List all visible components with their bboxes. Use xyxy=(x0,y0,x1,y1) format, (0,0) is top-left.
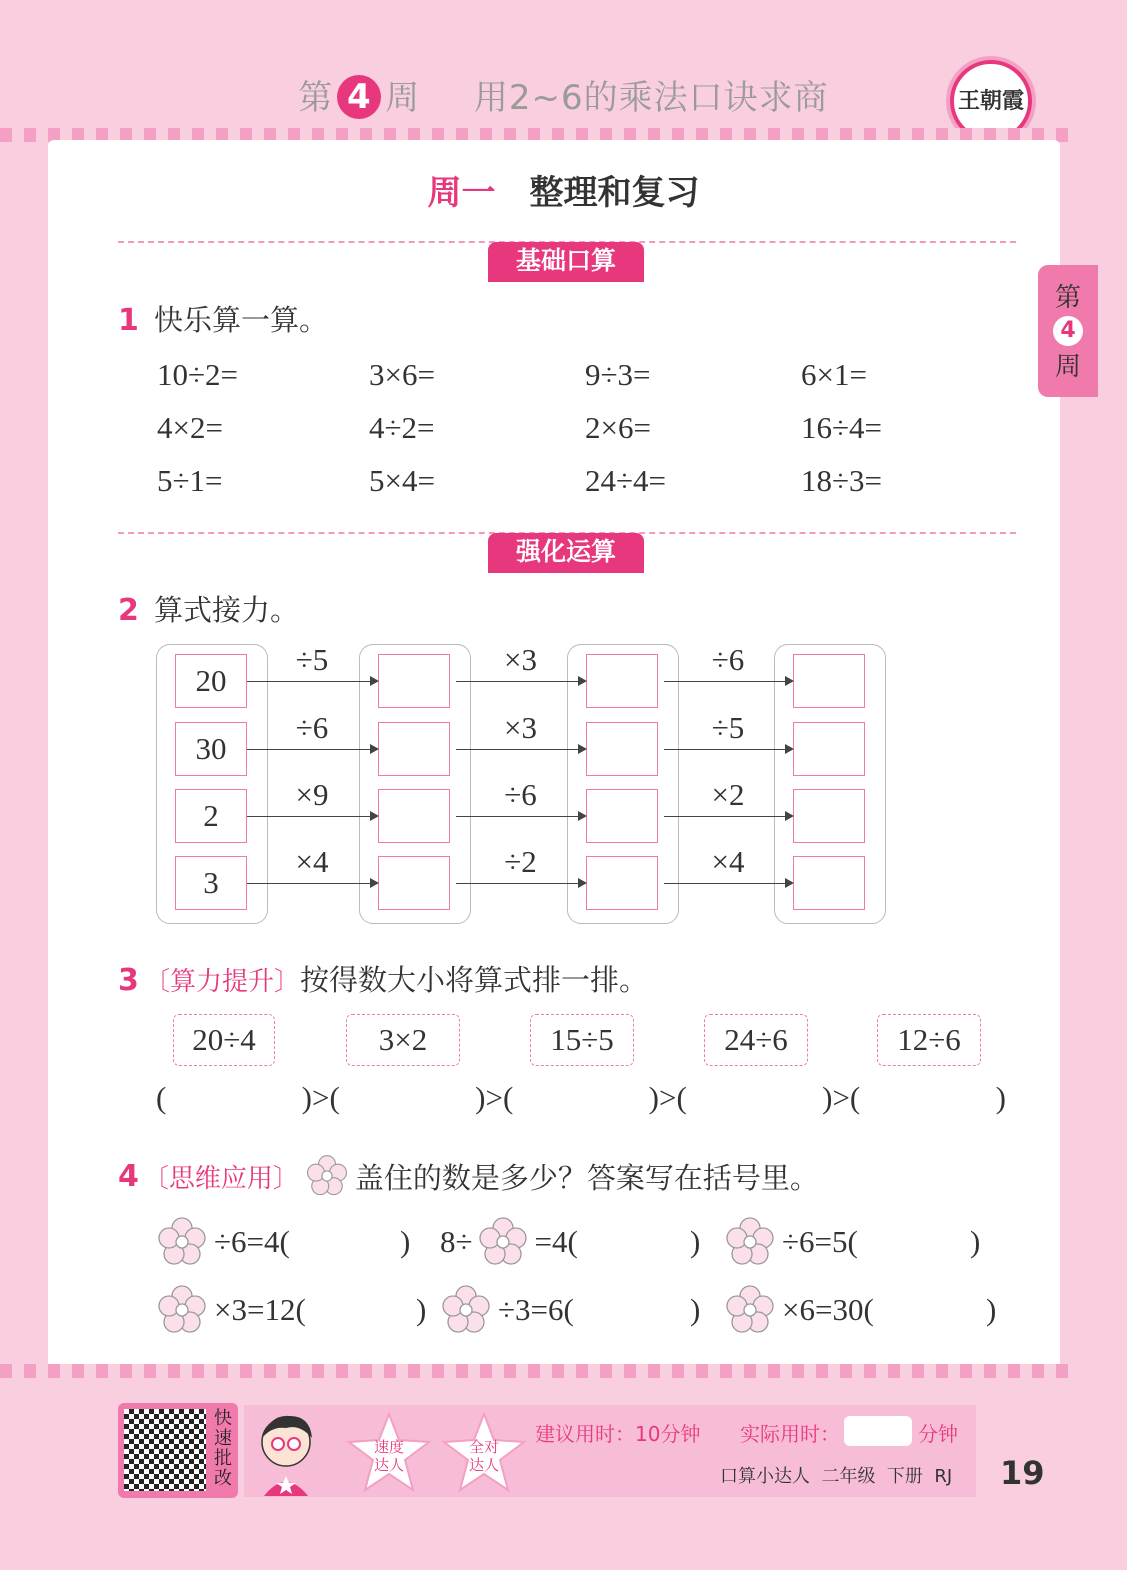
qr-label: 快速批改 xyxy=(214,1408,232,1489)
flower-icon xyxy=(156,1284,208,1336)
page-number: 19 xyxy=(1000,1454,1045,1492)
answer-paren-close[interactable]: ) xyxy=(986,1292,997,1327)
q4-problem xyxy=(440,1282,574,1338)
week-suffix: 周 xyxy=(385,78,421,118)
answer-box[interactable] xyxy=(378,789,450,843)
answer-box[interactable] xyxy=(586,722,658,776)
q4-expression: ÷6=4( xyxy=(214,1224,290,1259)
q4-expression: ÷6=5( xyxy=(782,1224,858,1259)
q1-problem: 3×6= xyxy=(369,357,435,392)
flower-icon xyxy=(477,1216,529,1268)
answer-box[interactable] xyxy=(378,654,450,708)
lesson-title: 整理和复习 xyxy=(529,173,700,213)
answer-box[interactable] xyxy=(586,654,658,708)
chain-operation: ÷6 xyxy=(504,777,537,812)
q1-problem: 2×6= xyxy=(585,410,651,445)
qr-code-block[interactable] xyxy=(118,1403,238,1498)
answer-box[interactable] xyxy=(793,654,865,708)
arrow-icon xyxy=(664,816,792,817)
chain-operation: ÷5 xyxy=(295,642,329,677)
q1-problem-grid xyxy=(157,348,882,507)
q1-problem: 9÷3= xyxy=(585,357,651,392)
q1-problem: 10÷2= xyxy=(157,357,238,392)
section-tag-basic: 基础口算 xyxy=(488,242,644,282)
q1-problem: 5×4= xyxy=(369,463,435,498)
q1-problem: 18÷3= xyxy=(801,463,882,498)
actual-time-input[interactable] xyxy=(844,1416,912,1446)
week-prefix: 第 xyxy=(298,78,334,118)
arrow-icon xyxy=(456,883,585,884)
chain-operation: ÷5 xyxy=(711,710,745,745)
flower-icon xyxy=(156,1216,208,1268)
qr-code-icon xyxy=(124,1409,206,1491)
q4-problem xyxy=(156,1214,290,1270)
question-4-heading: 4 〔思维应用〕 盖住的数是多少？答案写在括号里。 xyxy=(118,1154,819,1198)
answer-box[interactable] xyxy=(378,722,450,776)
question-1-heading: 1 快乐算一算。 xyxy=(118,303,328,338)
book-info: 口算小达人 二年级 下册 RJ xyxy=(720,1466,953,1487)
mascot-icon xyxy=(250,1408,330,1496)
q4-problem xyxy=(724,1282,874,1338)
q4-prefix: 8÷ xyxy=(440,1224,473,1259)
arrow-icon xyxy=(247,749,377,750)
chain-operation: ×4 xyxy=(295,844,329,879)
day-title xyxy=(0,165,1127,214)
bottom-wavy-border xyxy=(0,1364,1080,1378)
brand-logo: 王朝霞 xyxy=(950,60,1032,142)
answer-box[interactable] xyxy=(378,856,450,910)
answer-box[interactable] xyxy=(793,722,865,776)
chain-start-number: 3 xyxy=(175,856,247,910)
q1-problem: 4÷2= xyxy=(369,410,435,445)
answer-box[interactable] xyxy=(793,856,865,910)
answer-paren-close[interactable]: ) xyxy=(416,1292,427,1327)
arrow-icon xyxy=(456,816,585,817)
q4-expression: ×6=30( xyxy=(782,1292,874,1327)
arrow-icon xyxy=(456,749,585,750)
answer-box[interactable] xyxy=(586,856,658,910)
q1-problem: 5÷1= xyxy=(157,463,223,498)
chain-start-number: 20 xyxy=(175,654,247,708)
flower-icon xyxy=(724,1216,776,1268)
answer-box[interactable] xyxy=(586,789,658,843)
arrow-icon xyxy=(664,883,792,884)
arrow-icon xyxy=(664,749,792,750)
flower-icon xyxy=(724,1284,776,1336)
q3-expression: 24÷6 xyxy=(704,1014,808,1066)
week-number-badge: 4 xyxy=(337,75,381,119)
chain-operation: ×3 xyxy=(504,642,537,677)
q1-problem: 24÷4= xyxy=(585,463,666,498)
q4-problem xyxy=(724,1214,858,1270)
q4-problem xyxy=(440,1214,578,1270)
answer-box[interactable] xyxy=(793,789,865,843)
answer-paren-close[interactable]: ) xyxy=(690,1292,701,1327)
actual-time-unit: 分钟 xyxy=(918,1422,958,1446)
flower-icon xyxy=(305,1154,349,1198)
arrow-icon xyxy=(664,681,792,682)
chain-start-number: 30 xyxy=(175,722,247,776)
week-topic: 用2~6的乘法口诀求商 xyxy=(473,78,829,118)
question-2-heading: 2 算式接力。 xyxy=(118,593,299,628)
answer-paren-close[interactable]: ) xyxy=(690,1224,701,1259)
q4-expression: ÷3=6( xyxy=(498,1292,574,1327)
day-name: 周一 xyxy=(427,173,496,213)
badge-speed: 速度达人 xyxy=(373,1438,404,1474)
suggested-time: 建议用时：10分钟 xyxy=(535,1422,701,1446)
q1-problem: 16÷4= xyxy=(801,410,882,445)
q4-expression: =4( xyxy=(534,1224,578,1259)
chain-operation: ÷2 xyxy=(504,844,537,879)
chain-operation: ÷6 xyxy=(295,710,329,745)
chain-start-number: 2 xyxy=(175,789,247,843)
actual-time-label: 实际用时： xyxy=(740,1422,840,1446)
q3-order-line[interactable]: ( )>( )>( )>( )>( ) xyxy=(156,1080,1006,1115)
answer-paren-close[interactable]: ) xyxy=(400,1224,411,1259)
q1-problem: 6×1= xyxy=(801,357,867,392)
q4-problem xyxy=(156,1282,306,1338)
q3-expression: 12÷6 xyxy=(877,1014,981,1066)
answer-paren-close[interactable]: ) xyxy=(970,1224,981,1259)
side-tab-number: 4 xyxy=(1053,316,1083,346)
q3-expression: 15÷5 xyxy=(530,1014,634,1066)
chain-operation: ×3 xyxy=(504,710,537,745)
chain-operation: ×9 xyxy=(295,777,329,812)
chain-operation: ×2 xyxy=(711,777,745,812)
question-3-heading: 3 〔算力提升〕按得数大小将算式排一排。 xyxy=(118,963,648,998)
arrow-icon xyxy=(456,681,585,682)
week-side-tab: 第 4 周 xyxy=(1038,265,1098,397)
flower-icon xyxy=(440,1284,492,1336)
arrow-icon xyxy=(247,681,377,682)
chain-operation: ×4 xyxy=(711,844,745,879)
badge-all-correct: 全对达人 xyxy=(468,1438,499,1474)
q1-problem: 4×2= xyxy=(157,410,223,445)
q3-expression: 3×2 xyxy=(346,1014,460,1066)
arrow-icon xyxy=(247,883,377,884)
q4-expression: ×3=12( xyxy=(214,1292,306,1327)
section-tag-strengthen: 强化运算 xyxy=(488,533,644,573)
chain-operation: ÷6 xyxy=(711,642,745,677)
q3-expression: 20÷4 xyxy=(173,1014,275,1066)
arrow-icon xyxy=(247,816,377,817)
